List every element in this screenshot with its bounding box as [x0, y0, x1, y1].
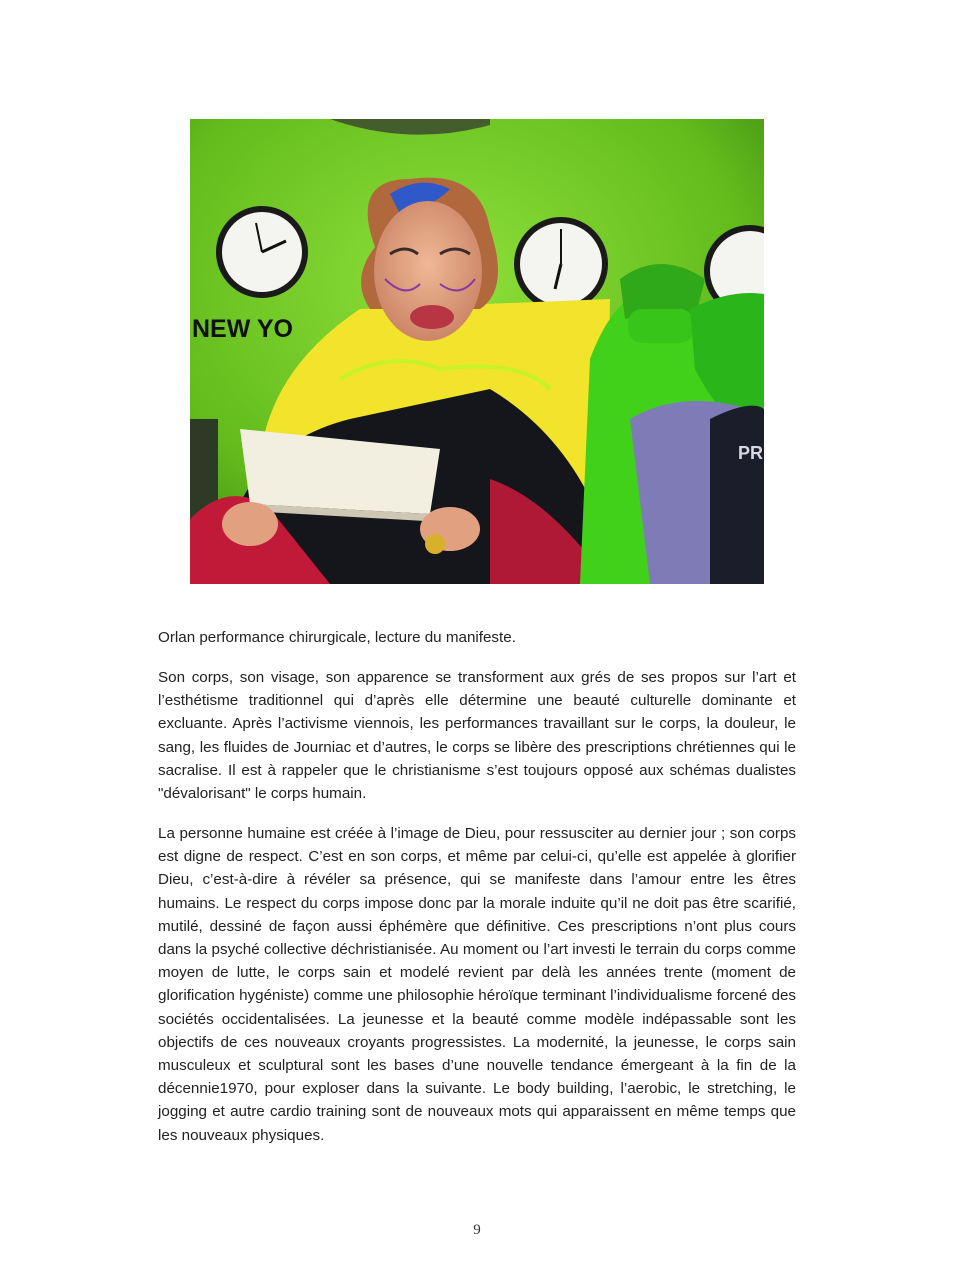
wall-clock-left: [216, 206, 308, 298]
wall-clock-center: [514, 217, 608, 311]
page-number: 9: [473, 1222, 481, 1238]
photo-caption: Orlan performance chirurgicale, lecture du manifeste.: [158, 629, 516, 646]
operating-room-photo: [190, 119, 764, 584]
wall-sign-text: NEW YO: [192, 315, 293, 343]
jacket-text: PR: [738, 443, 764, 463]
photograph: [190, 119, 764, 584]
paragraph-2: La personne humaine est créée à l’image de Dieu, pour ressusciter au dernier jour ; son corps est digne de respect. C’est en son corps, et même par celui-ci, qu’elle est appelée à glorifier Dieu, c’est-à-dire à révéler sa présence, qui se manifeste dans l’amour entre les êtres humains. Le respect du corps impose donc par la morale induite qu’il ne doit pas être scarifié, mutilé, dessiné de façon aussi éphémère que définitive. Ces prescriptions n’ont plus cours dans la psyché collective déchristianisée. Au moment ou l’art investi le terrain du corps comme moyen de lutte, le corps sain et modelé revient par delà les années trente (moment de glorification hygéniste) comme une philosophie héroïque terminant l’individualisme forcené des sociétés occidentalisées. La jeunesse et la beauté comme modèle indépassable sont les objectifs de ces nouveaux croyants progressistes. La modernité, la jeunesse, le corps sain musculeux et sculptural sont les bases d’une nouvelle tendance émergeant à la fin de la décennie1970, pour exploser dans la suivante. Le body building, l’aerobic, le stretching, le jogging et autre cardio training sont de nouveaux mots qui apparaissent en même temps que les nouveaux physiques.: [158, 825, 796, 1144]
paragraph-1: Son corps, son visage, son apparence se transforment aux grés de ses propos sur l’art et l’esthétisme traditionnel qui d’après elle détermine une beauté culturelle dominante et excluante. Après l’activisme viennois, les performances travaillant sur le corps, la douleur, le sang, les fluides de Journiac et d’autres, le corps se libère des prescriptions chrétiennes qui le sacralise. Il est à rappeler que le christianisme s’est toujours opposé aux schémas dualistes "dévalorisant" le corps humain.: [158, 669, 796, 803]
